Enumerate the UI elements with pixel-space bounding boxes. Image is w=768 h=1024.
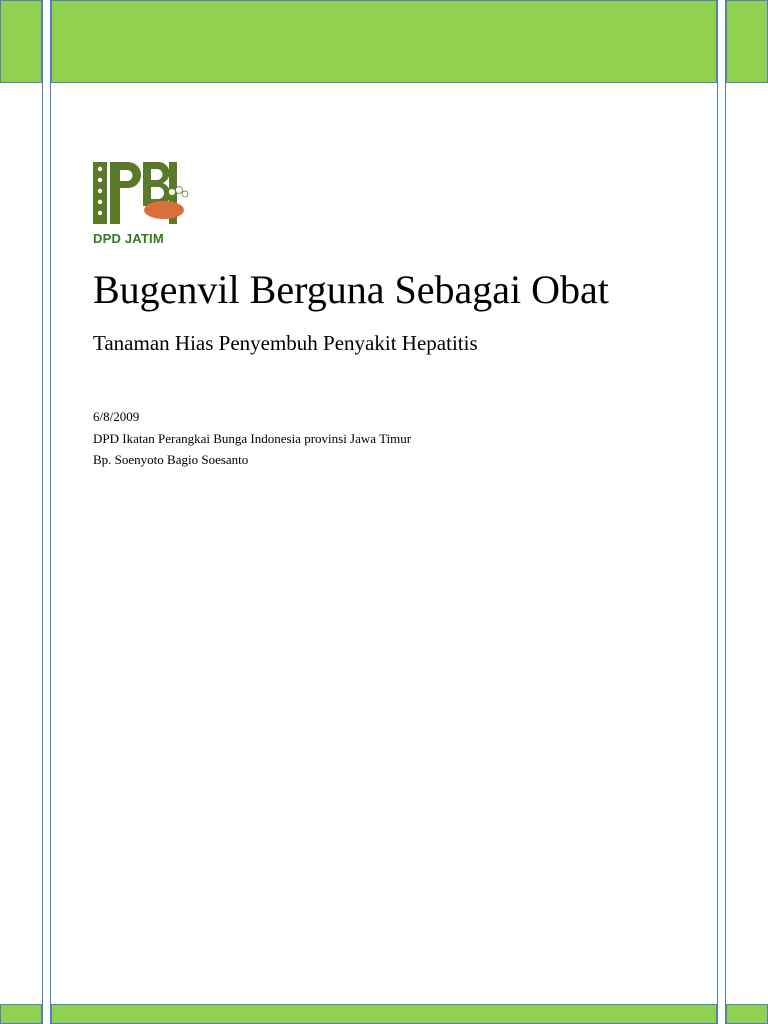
right-inner-rule — [717, 0, 718, 1024]
right-outer-rule — [725, 0, 726, 1024]
logo-caption: DPD JATIM — [93, 231, 164, 246]
top-band-right — [726, 0, 768, 83]
bottom-band — [51, 1004, 717, 1024]
document-subtitle: Tanaman Hias Penyembuh Penyakit Hepatitis — [93, 331, 478, 355]
document-meta — [93, 406, 411, 471]
bottom-band-left — [0, 1004, 42, 1024]
top-band — [51, 0, 717, 83]
left-outer-rule — [42, 0, 43, 1024]
document-title: Bugenvil Berguna Sebagai Obat — [93, 267, 609, 312]
bottom-band-right — [726, 1004, 768, 1024]
document-organization: DPD Ikatan Perangkai Bunga Indonesia provinsi Jawa Timur — [93, 430, 412, 446]
pbi-logo — [93, 160, 193, 250]
document-author: Bp. Soenyoto Bagio Soesanto — [93, 452, 249, 467]
left-inner-rule — [50, 0, 51, 1024]
pbi-logo-mark — [93, 160, 193, 230]
top-band-left — [0, 0, 42, 83]
document-date: 6/8/2009 — [93, 409, 140, 424]
